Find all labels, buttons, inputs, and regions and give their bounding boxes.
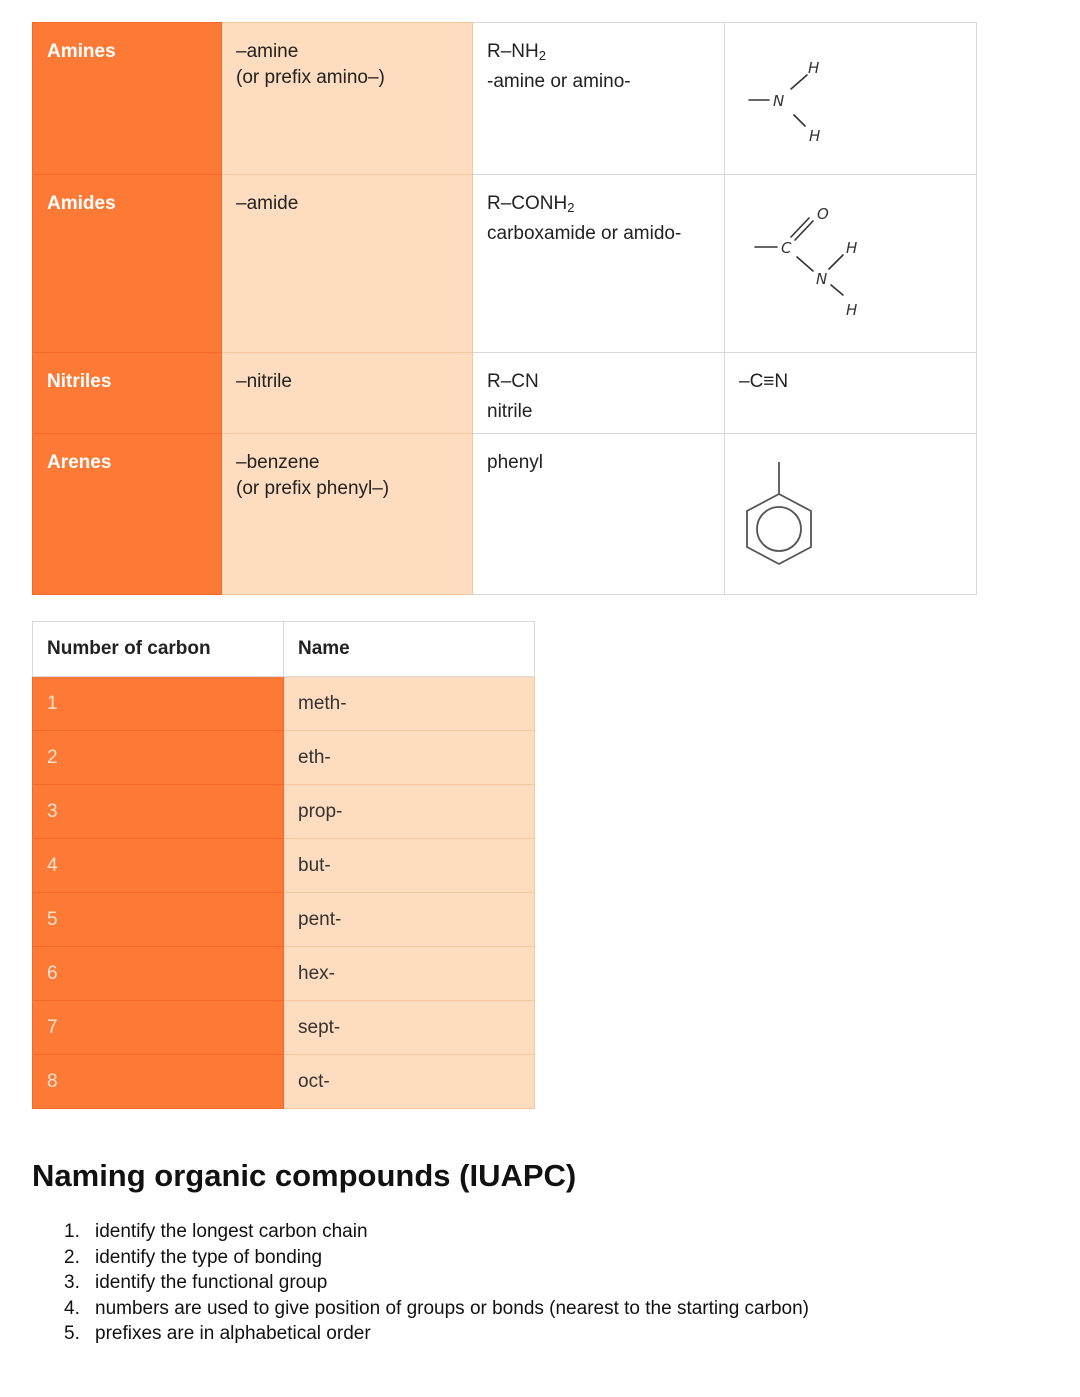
carbon-prefix: prop- — [284, 785, 535, 839]
table-row — [33, 785, 535, 839]
list-item: 3. identify the functional group — [64, 1272, 328, 1294]
carbon-number: 8 — [33, 1055, 284, 1109]
group-name: Nitriles — [47, 371, 112, 392]
carbon-prefix: eth- — [284, 731, 535, 785]
carbon-number: 5 — [33, 893, 284, 947]
svg-text:N: N — [816, 270, 828, 288]
table-row — [33, 175, 977, 353]
group-name: Arenes — [47, 452, 112, 473]
table-row — [33, 947, 535, 1001]
list-item: 1. identify the longest carbon chain — [64, 1221, 368, 1242]
carbon-number: 6 — [33, 947, 284, 1001]
carbon-prefix: pent- — [284, 893, 535, 947]
functional-group-table — [32, 22, 977, 595]
svg-text:N: N — [773, 92, 785, 110]
svg-text:H: H — [809, 127, 821, 145]
table-row — [33, 1055, 535, 1109]
list-item: 2. identify the type of bonding — [64, 1246, 323, 1268]
table-row — [33, 731, 535, 785]
carbon-prefix-table — [32, 621, 535, 1109]
svg-text:H: H — [846, 301, 858, 319]
group-suffix: –benzene (or prefix phenyl–) — [236, 452, 390, 499]
table-row — [33, 839, 535, 893]
group-formula: phenyl — [487, 452, 543, 473]
carbon-number: 2 — [33, 731, 284, 785]
svg-text:C: C — [781, 239, 792, 257]
svg-text:H: H — [846, 239, 858, 257]
group-name: Amines — [47, 41, 116, 62]
table-row — [33, 353, 977, 434]
table-row — [33, 893, 535, 947]
group-formula: $R-NH_2$ -amine or amino- — [487, 41, 631, 92]
nitrile-structure: –C≡N — [739, 371, 789, 392]
group-suffix: –amine (or prefix amino–) — [236, 41, 385, 88]
carbon-number: 1 — [33, 677, 284, 731]
benzene-ring — [725, 434, 976, 593]
group-suffix: –nitrile — [236, 371, 292, 392]
column-header: Name — [284, 622, 535, 677]
column-header: Number of carbon — [33, 622, 284, 677]
group-formula: R–CN nitrile — [487, 371, 539, 422]
carbon-prefix: hex- — [284, 947, 535, 1001]
carbon-number: 3 — [33, 785, 284, 839]
carbon-prefix: meth- — [284, 677, 535, 731]
carbon-number: 7 — [33, 1001, 284, 1055]
table-row — [33, 23, 977, 175]
amide-structure — [725, 175, 976, 351]
table-row — [33, 677, 535, 731]
table-row — [33, 1001, 535, 1055]
carbon-prefix: but- — [284, 839, 535, 893]
amine-structure — [725, 23, 976, 173]
group-formula: $R-CONH_2$ carboxamide or amido- — [487, 193, 682, 244]
table-row — [33, 434, 977, 595]
section-heading: Naming organic compounds (IUAPC) — [32, 1158, 577, 1193]
group-name: Amides — [47, 193, 116, 214]
carbon-number: 4 — [33, 839, 284, 893]
carbon-prefix: sept- — [284, 1001, 535, 1055]
svg-text:O: O — [817, 205, 829, 223]
carbon-prefix: oct- — [284, 1055, 535, 1109]
list-item: 5. prefixes are in alphabetical order — [64, 1323, 371, 1345]
naming-steps-list — [32, 1219, 809, 1347]
svg-text:H: H — [808, 59, 820, 77]
table-header-row — [33, 622, 535, 677]
list-item: 4. numbers are used to give position of groups or bonds (nearest to the starting carbon) — [64, 1297, 809, 1319]
group-suffix: –amide — [236, 193, 299, 214]
